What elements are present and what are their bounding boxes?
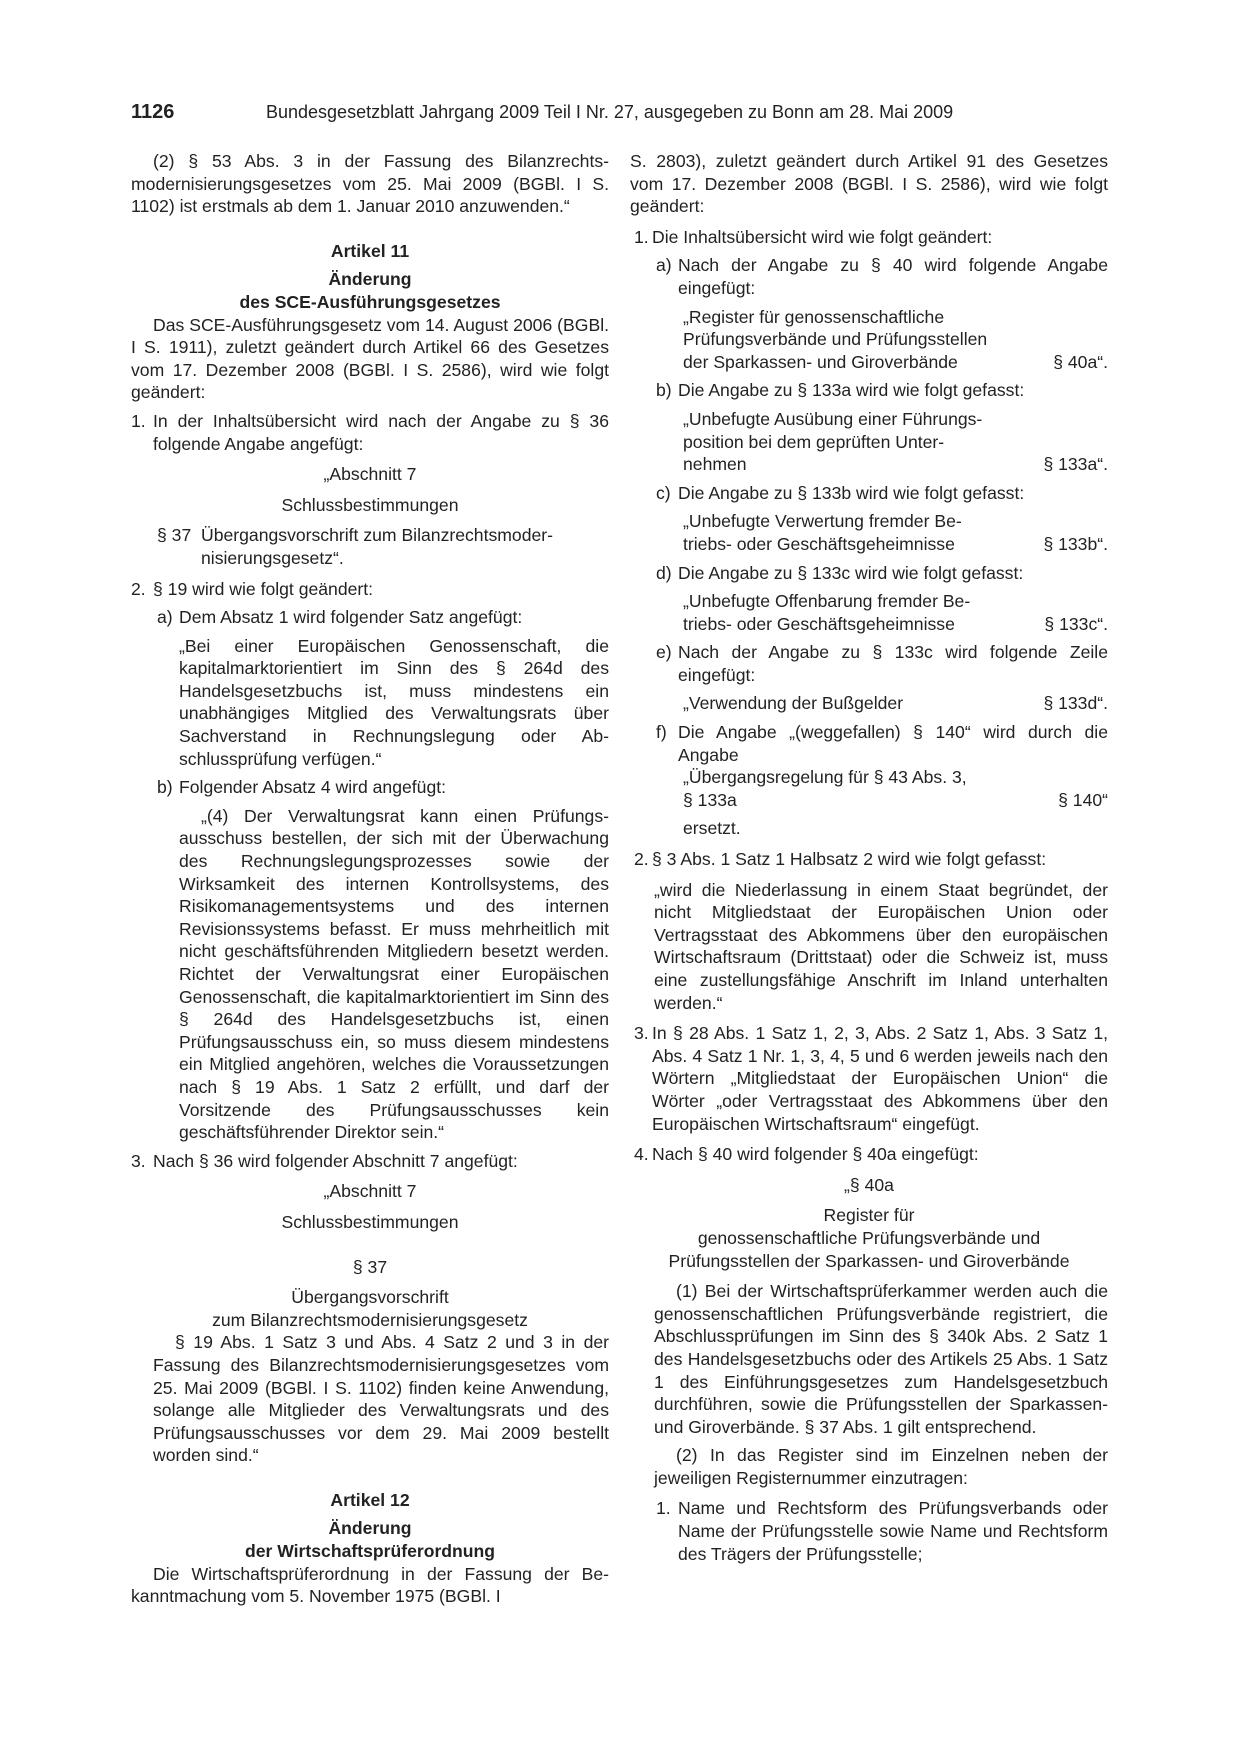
paragraph: (2) In das Register sind im Einzelnen neben der jeweiligen Registernummer einzutragen: — [654, 1445, 1108, 1488]
sub-item: a) Dem Absatz 1 wird folgender Satz angefügt: — [157, 607, 523, 628]
section-title: zum Bilanzrechtsmodernisierungsgesetz — [212, 1309, 528, 1330]
article-intro: Die Wirtschaftsprüferordnung in der Fassung der Bekanntmachung vom 5. November 1975 (BGBl. I — [131, 1563, 609, 1607]
list-item: 3. In § 28 Abs. 1 Satz 1, 2, 3, Abs. 2 Satz 1, Abs. 3 Satz 1, Abs. 4 Satz 1 Nr. 1, 3, 4, 5 und 6 werden jeweils nach den Wörtern „Mitgliedstaat der Europäischen Union“ die Wörter „oder Vertragsstaat des Abkommens über den Europäischen Wirtschaftsraum“ eingefügt. — [634, 1023, 1108, 1134]
list-item: 3. Nach § 36 wird folgender Abschnitt 7 angefügt: — [131, 1150, 518, 1171]
sub-item: a) Nach der Angabe zu § 40 wird folgende Angabe eingefügt: — [656, 255, 1108, 298]
paragraph: ersetzt. — [683, 818, 741, 839]
list-item: 1. Die Inhaltsübersicht wird wie folgt geändert: — [634, 226, 993, 247]
sub-item: c) Die Angabe zu § 133b wird wie folgt gefasst: — [656, 482, 1025, 503]
left-column — [131, 150, 609, 1608]
quote-block: „wird die Niederlassung in einem Staat begründet, der nicht Mitgliedstaat der Europäischen Union oder Vertragsstaat des Abkommens über den europäischen Wirtschaftsraum (Drittstaat) oder die Schweiz ist, muss eine zustellungsfähige Anschrift im Inland unterhalten werden.“ — [654, 879, 1108, 1013]
sub-item: b) Die Angabe zu § 133a wird wie folgt gefasst: — [656, 380, 1025, 401]
article-subtitle: der Wirtschaftsprüferordnung — [244, 1541, 496, 1562]
list-item: 1. In der Inhaltsübersicht wird nach der Angabe zu § 36 folgende Angabe angefügt: — [131, 410, 609, 454]
toc-entry: „Verwendung der Bußgelder § 133d“. — [683, 693, 1108, 714]
page-number: 1126 — [131, 101, 175, 123]
toc-entry: „Register für genossenschaftliche Prüfungsverbände und Prüfungsstellen der Sparkassen- und Giroverbände § 40a“. — [683, 306, 1108, 372]
quote-block: „Bei einer Europäischen Genossenschaft, die kapitalmarktorientiert im Sinn des § 264d des Handelsgesetzbuchs ist, muss mindestens ein unabhängiges Mitglied des Verwaltungsrats über Sachverstand in Rechnungslegung oder Abschlussprüfung verfügen.“ — [179, 635, 609, 769]
toc-entry: „Übergangsregelung für § 43 Abs. 3, § 133a § 140“ — [683, 767, 1108, 810]
sub-item: d) Die Angabe zu § 133c wird wie folgt gefasst: — [656, 562, 1024, 583]
section-title: Prüfungsstellen der Sparkassen- und Giroverbände — [668, 1250, 1070, 1271]
section-entry: § 37 Übergangsvorschrift zum Bilanzrechtsmodernisierungsgesetz“. — [157, 525, 554, 568]
list-item: 4. Nach § 40 wird folgender § 40a eingefügt: — [634, 1144, 979, 1165]
sub-item: b) Folgender Absatz 4 wird angefügt: — [157, 777, 447, 798]
list-item: 2. § 19 wird wie folgt geändert: — [131, 578, 374, 599]
article-subtitle: Änderung — [328, 269, 412, 290]
list-item: 2. § 3 Abs. 1 Satz 1 Halbsatz 2 wird wie folgt gefasst: — [634, 849, 1047, 870]
quote-line: „Abschnitt 7 — [323, 1181, 417, 1202]
toc-entry: „Unbefugte Ausübung einer Führungs- position bei dem geprüften Unter- nehmen § 133a“. — [683, 408, 1108, 475]
quote-block: „(4) Der Verwaltungsrat kann einen Prüfungsausschuss bestellen, der sich mit der Überwachung des Rechnungslegungsprozesses sowie der Wirksamkeit des internen Kontrollsystems, des Risikomanagementsystems und des internen Revisionssystems befasst. Er muss mehrheitlich mit nicht geschäftsführenden Mitgliedern besetzt werden. Richtet der Verwaltungsrat einer Europäischen Genossenschaft, die kapitalmarktorientiert im Sinn des § 264d des Handelsgesetzbuchs ist, einen Prüfungsausschuss ein, so muss diesem mindestens ein Mitglied angehören, welches die Voraussetzungen nach § 19 Abs. 1 Satz 2 erfüllt, und darf der Vorsitzende des Prüfungsausschusses kein geschäftsführender Direktor sein.“ — [179, 805, 609, 1143]
section-title: Übergangsvorschrift — [291, 1287, 449, 1308]
sub-item: e) Nach der Angabe zu § 133c wird folgende Zeile eingefügt: — [656, 642, 1108, 685]
article-subtitle: Änderung — [328, 1518, 412, 1539]
paragraph: § 19 Abs. 1 Satz 3 und Abs. 4 Satz 2 und 3 in der Fassung des Bilanzrechtsmodernisierungsgesetzes vom 25. Mai 2009 (BGBl. I S. 1102) finden keine Anwendung, solange alle Mitglieder des Verwaltungsrats und des Prüfungsausschusses vor dem 29. Mai 2009 bestellt worden sind.“ — [153, 1332, 609, 1466]
sub-item: f) Die Angabe „(weggefallen) § 140“ wird durch die Angabe — [656, 722, 1108, 765]
article-intro: Das SCE-Ausführungsgesetz vom 14. August 2006 (BGBl. I S. 1911), zuletzt geändert durch Artikel 66 des Gesetzes vom 17. Dezember 2008 (BGBl. I S. 2586), wird wie folgt geändert: — [131, 314, 609, 403]
section-number: § 37 — [352, 1256, 388, 1277]
article-title: Artikel 11 — [330, 240, 410, 261]
quote-line: „Abschnitt 7 — [323, 464, 417, 485]
article-subtitle: des SCE-Ausführungsgesetzes — [239, 291, 501, 312]
article-title: Artikel 12 — [330, 1489, 410, 1510]
toc-entry: „Unbefugte Offenbarung fremder Be- triebs- oder Geschäftsgeheimnisse § 133c“. — [683, 591, 1108, 634]
toc-entry: „Unbefugte Verwertung fremder Be- triebs- oder Geschäftsgeheimnisse § 133b“. — [683, 511, 1108, 554]
quote-line: Schlussbestimmungen — [281, 494, 459, 515]
paragraph: S. 2803), zuletzt geändert durch Artikel 91 des Gesetzes vom 17. Dezember 2008 (BGBl. I S. 2586), wird wie folgt geändert: — [630, 151, 1108, 217]
section-title: Register für — [823, 1205, 915, 1226]
gazette-title: Bundesgesetzblatt Jahrgang 2009 Teil I Nr. 27, ausgegeben zu Bonn am 28. Mai 2009 — [266, 102, 954, 122]
right-column — [630, 150, 1108, 1565]
section-title: genossenschaftliche Prüfungsverbände und — [697, 1227, 1041, 1248]
list-item: 1. Name und Rechtsform des Prüfungsverbands oder Name der Prüfungsstelle sowie Name und Rechtsform des Trägers der Prüfungsstelle; — [656, 1498, 1108, 1564]
paragraph: (2) § 53 Abs. 3 in der Fassung des Bilanzrechtsmodernisierungsgesetzes vom 25. Mai 2009 (BGBl. I S. 1102) ist erstmals ab dem 1. Januar 2010 anzuwenden.“ — [131, 151, 609, 217]
quote-line: Schlussbestimmungen — [281, 1211, 459, 1232]
paragraph: (1) Bei der Wirtschaftsprüferkammer werden auch die genossenschaftlichen Prüfungsverbände registriert, die Abschlussprüfungen im Sinn des § 340k Abs. 2 Satz 1 des Handelsgesetzbuchs oder des Artikels 25 Abs. 1 Satz 1 des Einführungsgesetzes zum Handelsgesetzbuch durchführen, sowie die Prüfungsstellen der Sparkassen- und Giroverbände. § 37 Abs. 1 gilt entsprechend. — [654, 1281, 1108, 1437]
section-number: „§ 40a — [844, 1174, 894, 1195]
